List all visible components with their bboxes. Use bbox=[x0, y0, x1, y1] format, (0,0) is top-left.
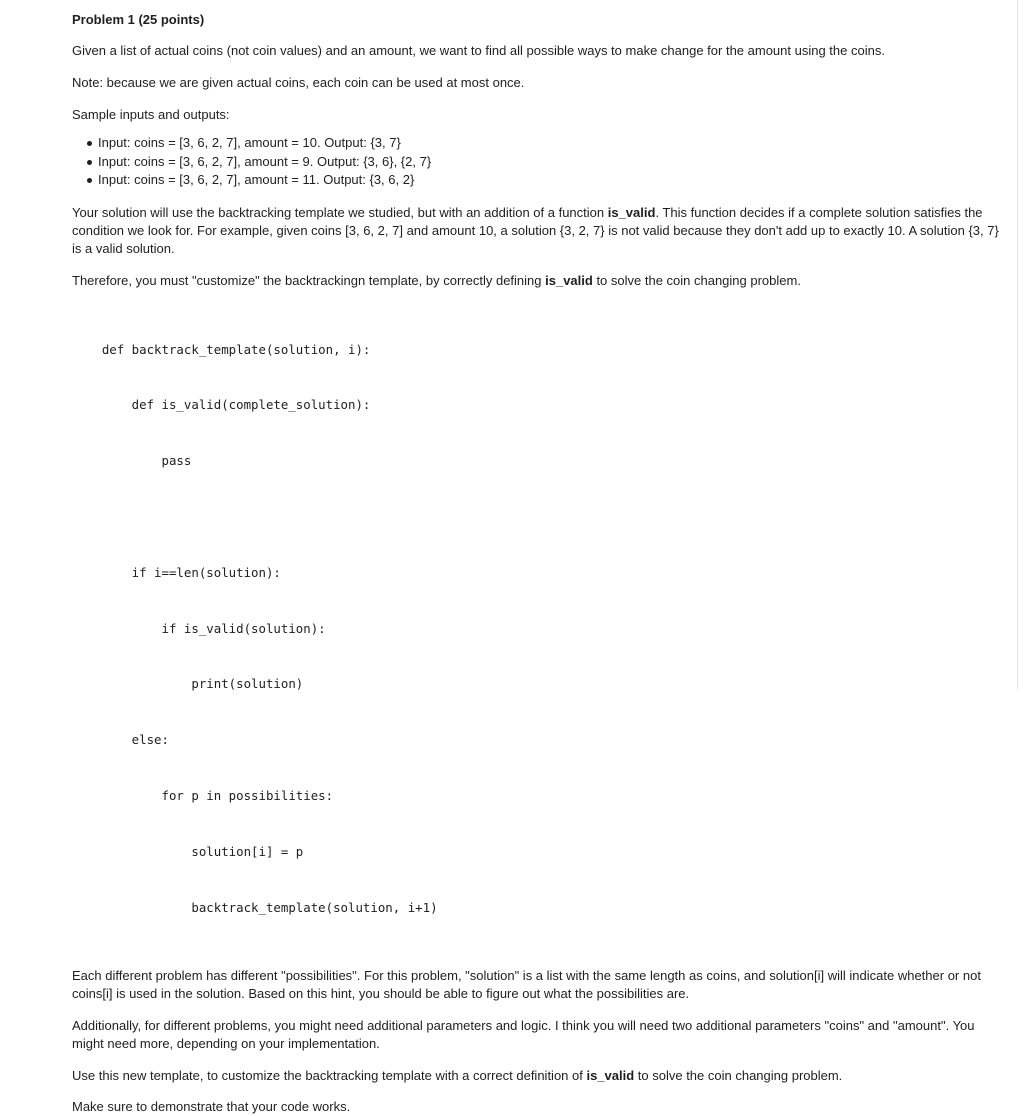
sample-text: Input: coins = [3, 6, 2, 7], amount = 9. Output: {3, 6}, {2, 7} bbox=[98, 153, 432, 169]
additional-paragraph: Additionally, for different problems, you might need additional parameters and logic. I think you will need two additional parameters "coins" and "amount". You might need more, depending on your implementation. bbox=[72, 1018, 975, 1052]
sample-item bbox=[72, 153, 1008, 172]
problem-content bbox=[72, 10, 1008, 1116]
possibilities-paragraph: Each different problem has different "possibilities". For this problem, "solution" is a list with the same length as coins, and solution[i] will indicate whether or not coins[i] is used in the solution. Based on this hint, you should be able to figure out what the possibilities are. bbox=[72, 968, 981, 1002]
sample-text: Input: coins = [3, 6, 2, 7], amount = 10. Output: {3, 7} bbox=[98, 135, 401, 150]
problem-intro: Given a list of actual coins (not coin values) and an amount, we want to find all possible ways to make change for the amount using the coins. bbox=[72, 43, 885, 58]
bullet-icon bbox=[87, 141, 92, 146]
code-line: pass bbox=[72, 453, 192, 469]
code-line: def is_valid(complete_solution): bbox=[72, 397, 371, 413]
code-line: if is_valid(solution): bbox=[72, 620, 326, 636]
code-line: print(solution) bbox=[72, 676, 304, 692]
code-line: for p in possibilities: bbox=[72, 787, 334, 803]
code-line: def backtrack_template(solution, i): bbox=[72, 341, 371, 357]
use-text-before: Use this new template, to customize the backtracking template with a correct definition of bbox=[72, 1068, 587, 1084]
sample-item bbox=[72, 134, 1008, 153]
use-text-after: to solve the coin changing problem. bbox=[634, 1068, 843, 1084]
customize-text-before: Therefore, you must "customize" the backtrackingn template, by correctly defining bbox=[72, 272, 546, 288]
is-valid-term: is_valid bbox=[545, 272, 593, 288]
samples-list bbox=[72, 134, 1008, 190]
sample-text: Input: coins = [3, 6, 2, 7], amount = 11. Output: {3, 6, 2} bbox=[98, 172, 415, 187]
code-line: else: bbox=[72, 732, 169, 748]
is-valid-term: is_valid bbox=[607, 204, 656, 220]
sample-item bbox=[72, 171, 1008, 190]
problem-note: Note: because we are given actual coins, each coin can be used at most once. bbox=[72, 75, 525, 90]
template-paragraph bbox=[72, 204, 1008, 258]
is-valid-term: is_valid bbox=[586, 1068, 635, 1084]
customize-text-after: to solve the coin changing problem. bbox=[592, 272, 801, 288]
samples-heading: Sample inputs and outputs: bbox=[72, 107, 230, 122]
code-line bbox=[72, 508, 1008, 527]
demonstrate-paragraph: Make sure to demonstrate that your code works. bbox=[72, 1099, 351, 1115]
code-block bbox=[72, 304, 1008, 955]
bullet-icon bbox=[87, 160, 92, 165]
code-line: if i==len(solution): bbox=[72, 564, 281, 580]
template-text-after: . This function decides if a complete solution satisfies the condition we look for. For example, given coins [3, 6, 2, 7] and amount 10, a solution {3, 2, 7} is not valid because they don't add up to exactly 10. A solution {3, 7} is a valid solution. bbox=[72, 204, 999, 256]
code-line: backtrack_template(solution, i+1) bbox=[72, 899, 438, 915]
code-line: solution[i] = p bbox=[72, 843, 304, 859]
customize-paragraph bbox=[72, 272, 1008, 290]
bullet-icon bbox=[87, 178, 92, 183]
use-template-paragraph bbox=[72, 1067, 1008, 1085]
problem-title: Problem 1 (25 points) bbox=[72, 12, 205, 27]
template-text-before: Your solution will use the backtracking template we studied, but with an addition of a function bbox=[72, 204, 608, 220]
